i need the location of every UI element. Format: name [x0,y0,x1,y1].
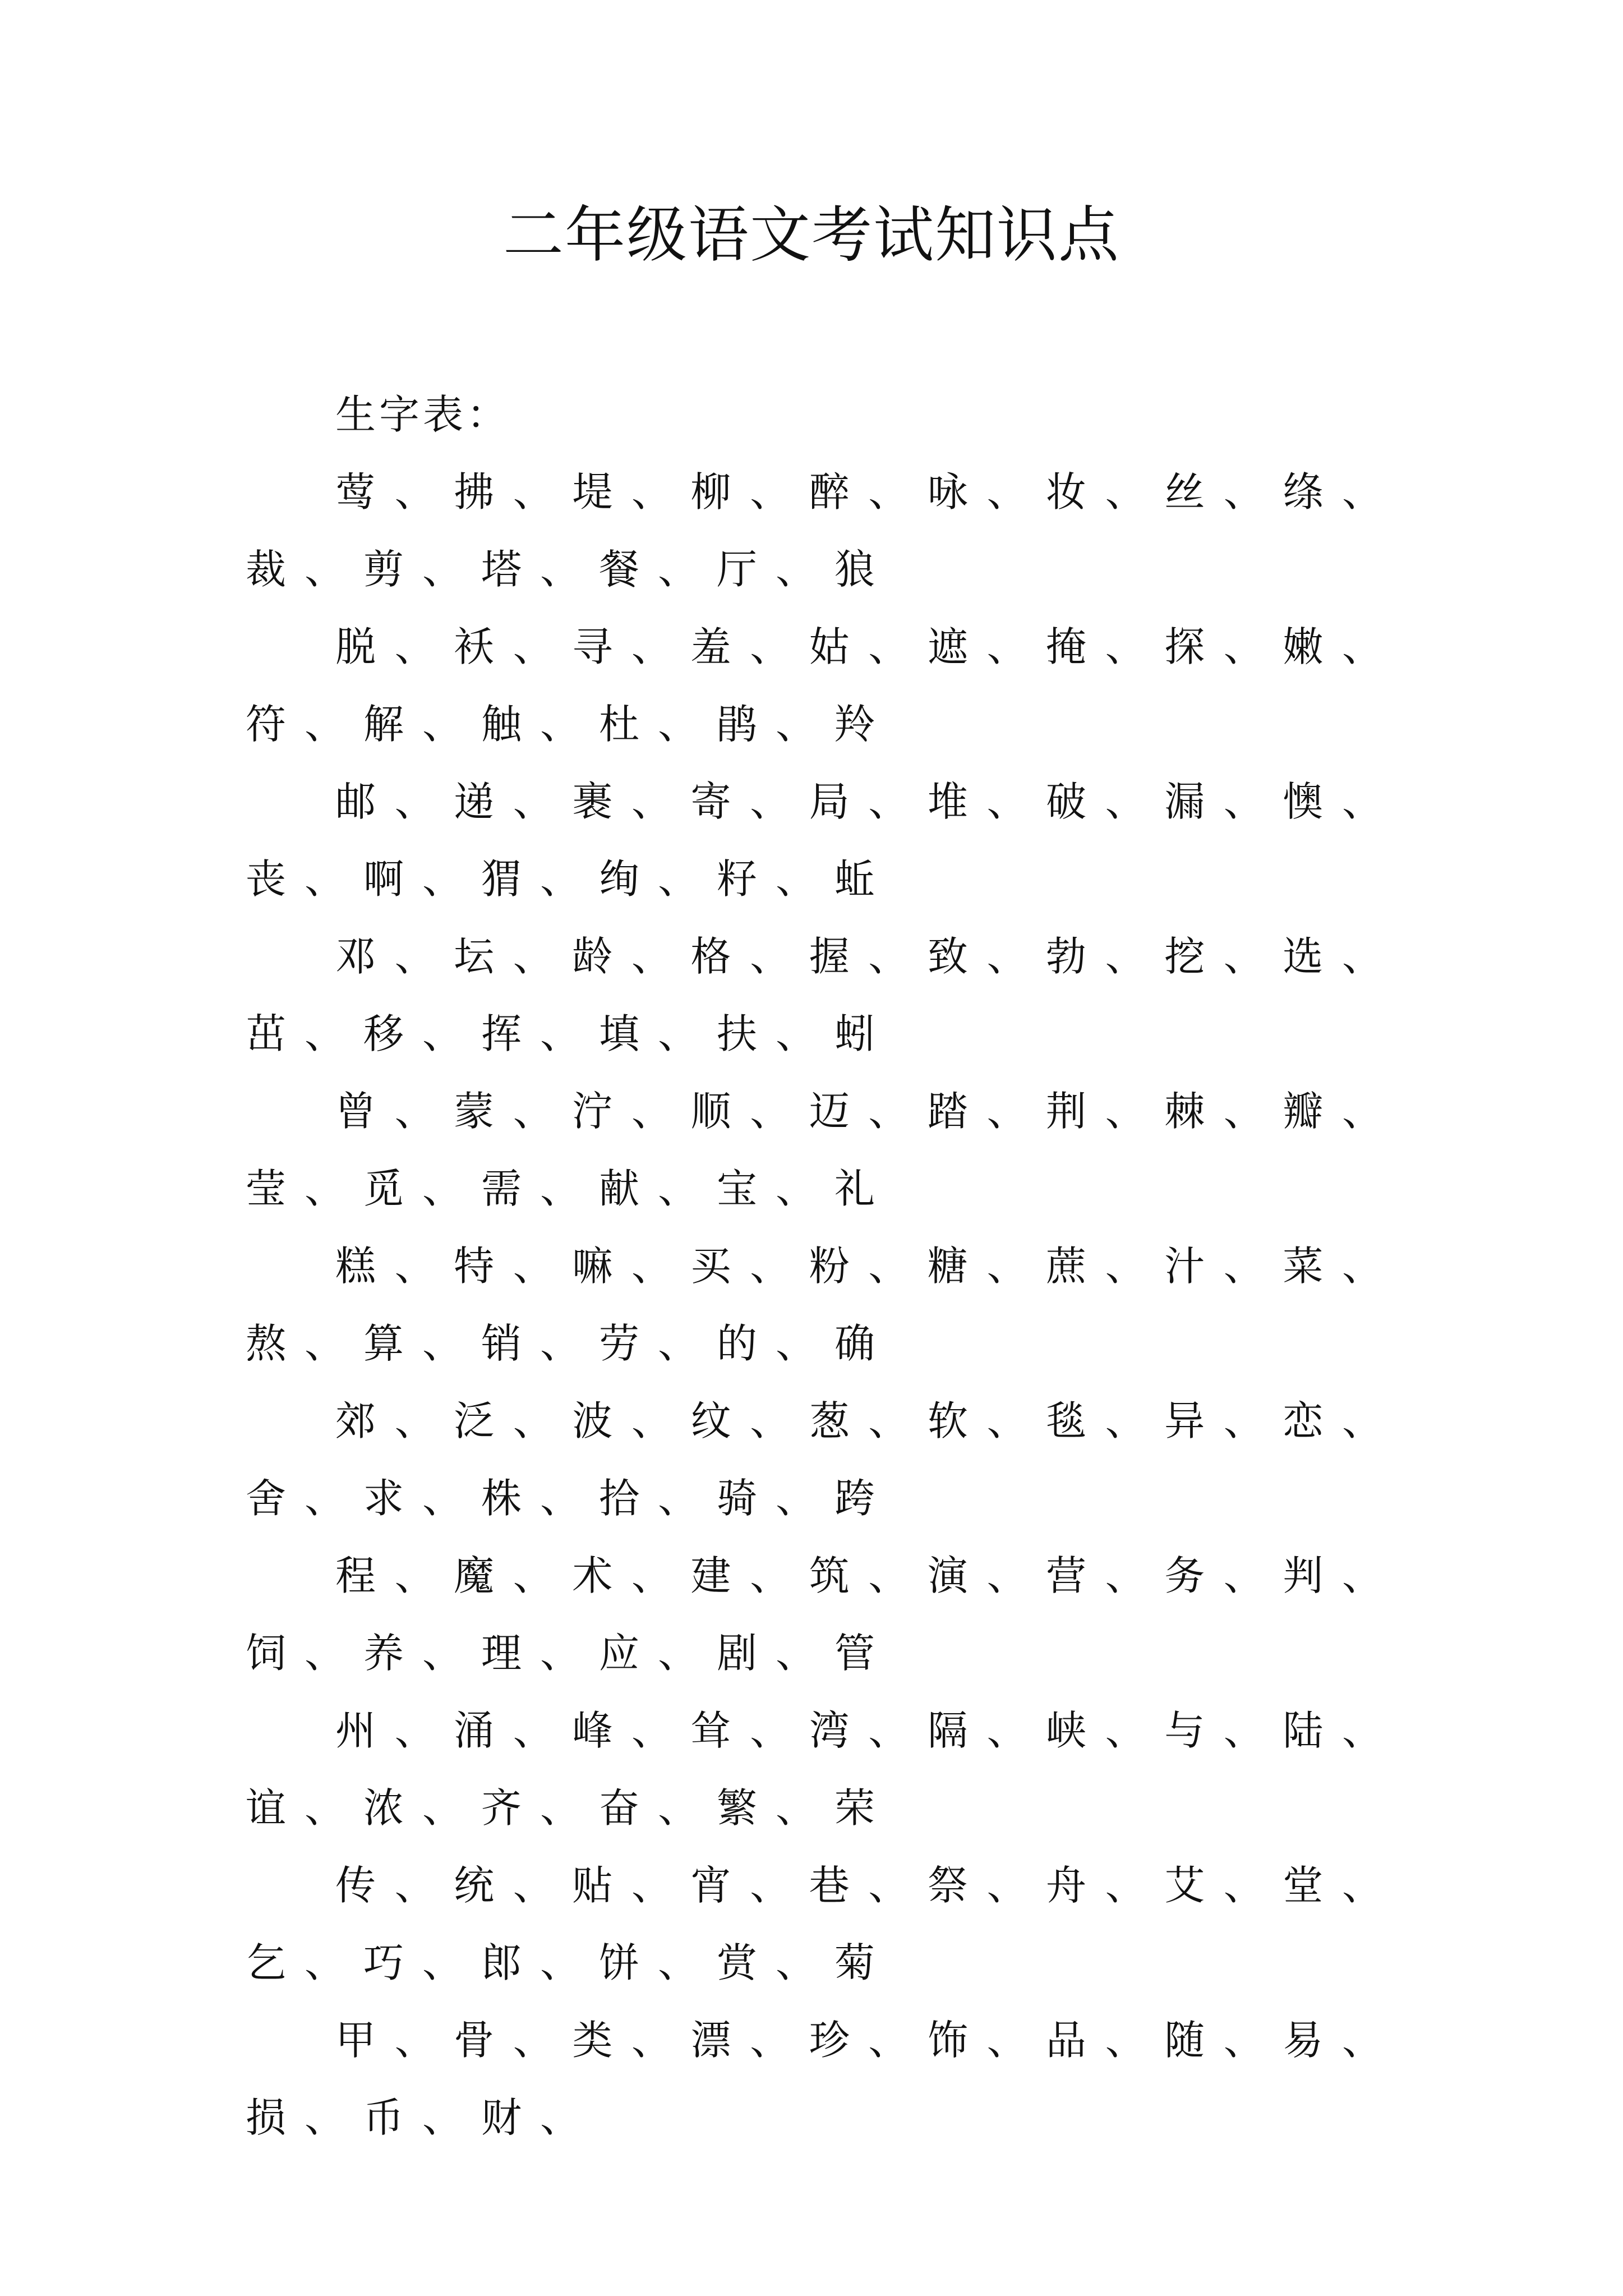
character-group: 邓、坛、龄、格、握、致、勃、挖、选、茁、移、挥、填、扶、蚓 [246,933,1401,1057]
character-group: 郊、泛、波、纹、葱、软、毯、异、恋、舍、求、株、拾、骑、跨 [246,1397,1401,1522]
document-title: 二年级语文考试知识点 [502,200,1120,270]
character-group: 脱、袄、寻、羞、姑、遮、掩、探、嫩、符、解、触、杜、鹃、羚 [246,623,1401,748]
character-group: 传、统、贴、宵、巷、祭、舟、艾、堂、乞、巧、郎、饼、赏、菊 [246,1862,1401,1986]
character-group: 程、魔、术、建、筑、演、营、务、判、饲、养、理、应、剧、管 [246,1552,1401,1677]
character-group: 邮、递、裹、寄、局、堆、破、漏、懊、丧、啊、猬、绚、籽、蚯 [246,778,1401,903]
character-group: 甲、骨、类、漂、珍、饰、品、随、易、损、币、财、 [246,2017,1401,2141]
character-group: 糕、特、嘛、买、粉、糖、蔗、汁、菜、熬、算、销、劳、的、确 [246,1243,1401,1367]
section-heading: 生字表： [335,391,511,438]
character-group: 曾、蒙、泞、顺、迈、踏、荆、棘、瓣、莹、觅、需、献、宝、礼 [246,1088,1401,1212]
character-group: 州、涌、峰、耸、湾、隔、峡、与、陆、谊、浓、齐、奋、繁、荣 [246,1707,1401,1832]
character-group: 莺、拂、堤、柳、醉、咏、妆、丝、绦、裁、剪、塔、餐、厅、狼 [246,468,1401,593]
document-body [246,376,1401,2156]
